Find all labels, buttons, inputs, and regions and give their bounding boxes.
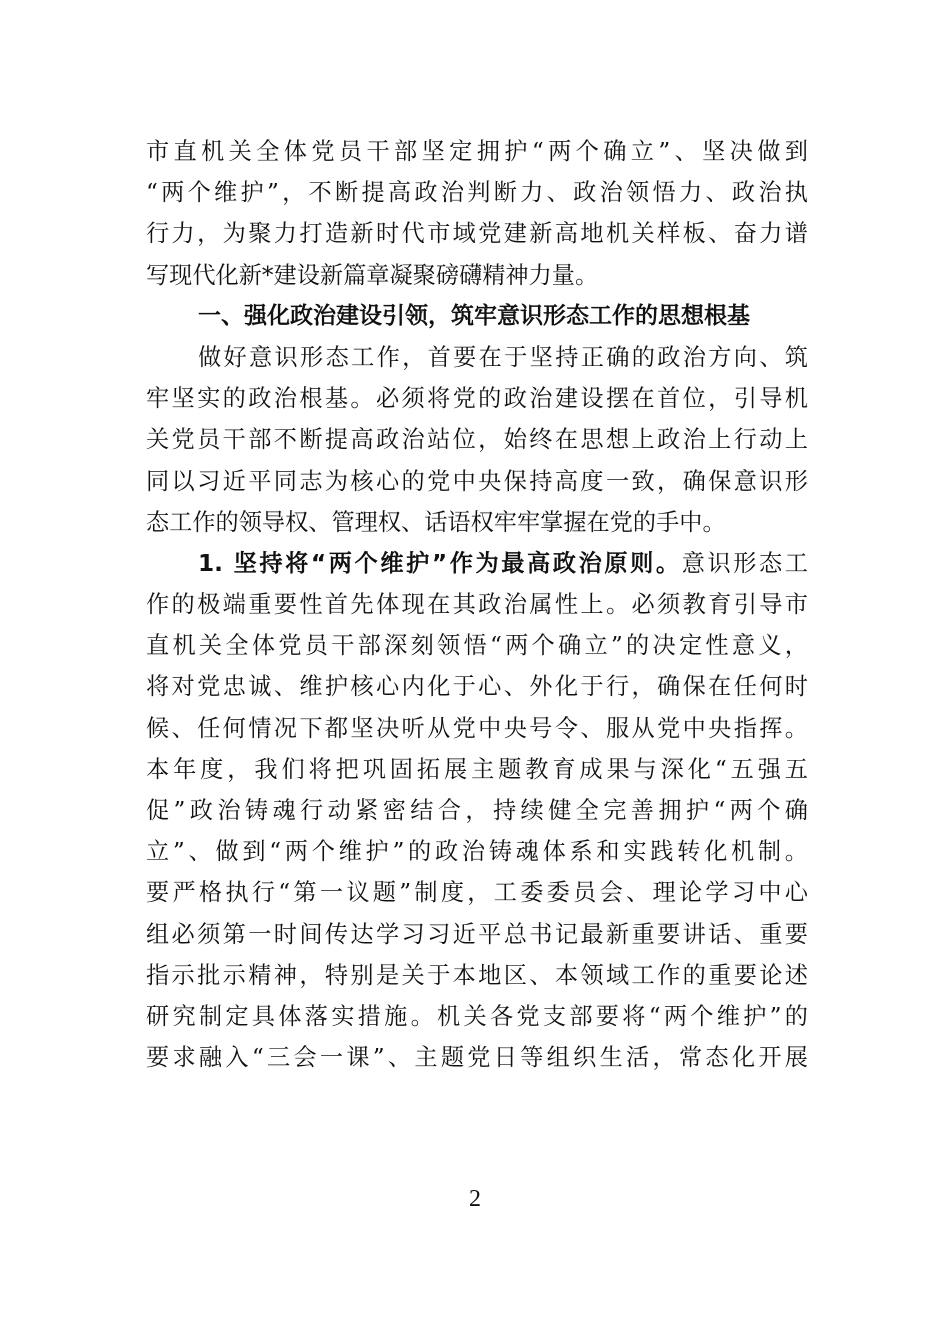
- text-line: 指示批示精神，特别是关于本地区、本领域工作的重要论述: [146, 961, 808, 989]
- text-line: 研究制定具体落实措施。机关各党支部要将“两个维护”的: [146, 1002, 808, 1030]
- text-line: 写现代化新*建设新篇章凝聚磅礴精神力量。: [146, 261, 599, 289]
- text-line: 做好意识形态工作，首要在于坚持正确的政治方向、筑: [198, 343, 808, 371]
- text-line: 行力，为聚力打造新时代市域党建新高地机关样板、奋力谱: [146, 220, 808, 248]
- text-line: 同以习近平同志为核心的党中央保持高度一致，确保意识形: [146, 467, 808, 495]
- text-line: 促”政治铸魂行动紧密结合，持续健全完善拥护“两个确: [146, 797, 808, 824]
- text-line: 直机关全体党员干部深刻领悟“两个确立”的决定性意义，: [146, 632, 808, 660]
- text-line: 市直机关全体党员干部坚定拥护“两个确立”、坚决做到: [146, 138, 808, 165]
- text-line: 关党员干部不断提高政治站位，始终在思想上政治上行动上: [146, 426, 808, 454]
- text-line: 将对党忠诚、维护核心内化于心、外化于行，确保在任何时: [146, 673, 808, 701]
- section-heading: 一、强化政治建设引领，筑牢意识形态工作的思想根基: [198, 302, 750, 329]
- text-line: 要求融入“三会一课”、主题党日等组织生活，常态化开展: [146, 1044, 808, 1072]
- paragraph-2: [146, 543, 808, 1078]
- text-line: “两个维护”，不断提高政治判断力、政治领悟力、政治执: [146, 179, 808, 207]
- text-line: [146, 543, 808, 584]
- text-line: 组必须第一时间传达学习习近平总书记最新重要讲话、重要: [146, 920, 808, 948]
- text-line: 作的极端重要性首先体现在其政治属性上。必须教育引导市: [146, 591, 808, 619]
- text-line: 本年度，我们将把巩固拓展主题教育成果与深化“五强五: [146, 755, 808, 783]
- text-line: 态工作的领导权、管理权、话语权牢牢掌握在党的手中。: [146, 508, 726, 536]
- text-line: 要严格执行“第一议题”制度，工委委员会、理论学习中心: [146, 879, 808, 907]
- paragraph-bold-lead: 1. 坚持将“两个维护”作为最高政治原则。: [198, 549, 682, 577]
- text-line: 候、任何情况下都坚决听从党中央号令、服从党中央指挥。: [146, 714, 808, 742]
- paragraph-lead-rest: 意识形态工: [681, 549, 808, 577]
- page-number: 2: [469, 1186, 481, 1212]
- text-line: 牢坚实的政治根基。必须将党的政治建设摆在首位，引导机: [146, 385, 808, 413]
- intro-paragraph: [146, 131, 808, 296]
- text-line: 立”、做到“两个维护”的政治铸魂体系和实践转化机制。: [146, 838, 808, 866]
- document-page: [146, 131, 808, 1078]
- paragraph-1: [146, 337, 808, 543]
